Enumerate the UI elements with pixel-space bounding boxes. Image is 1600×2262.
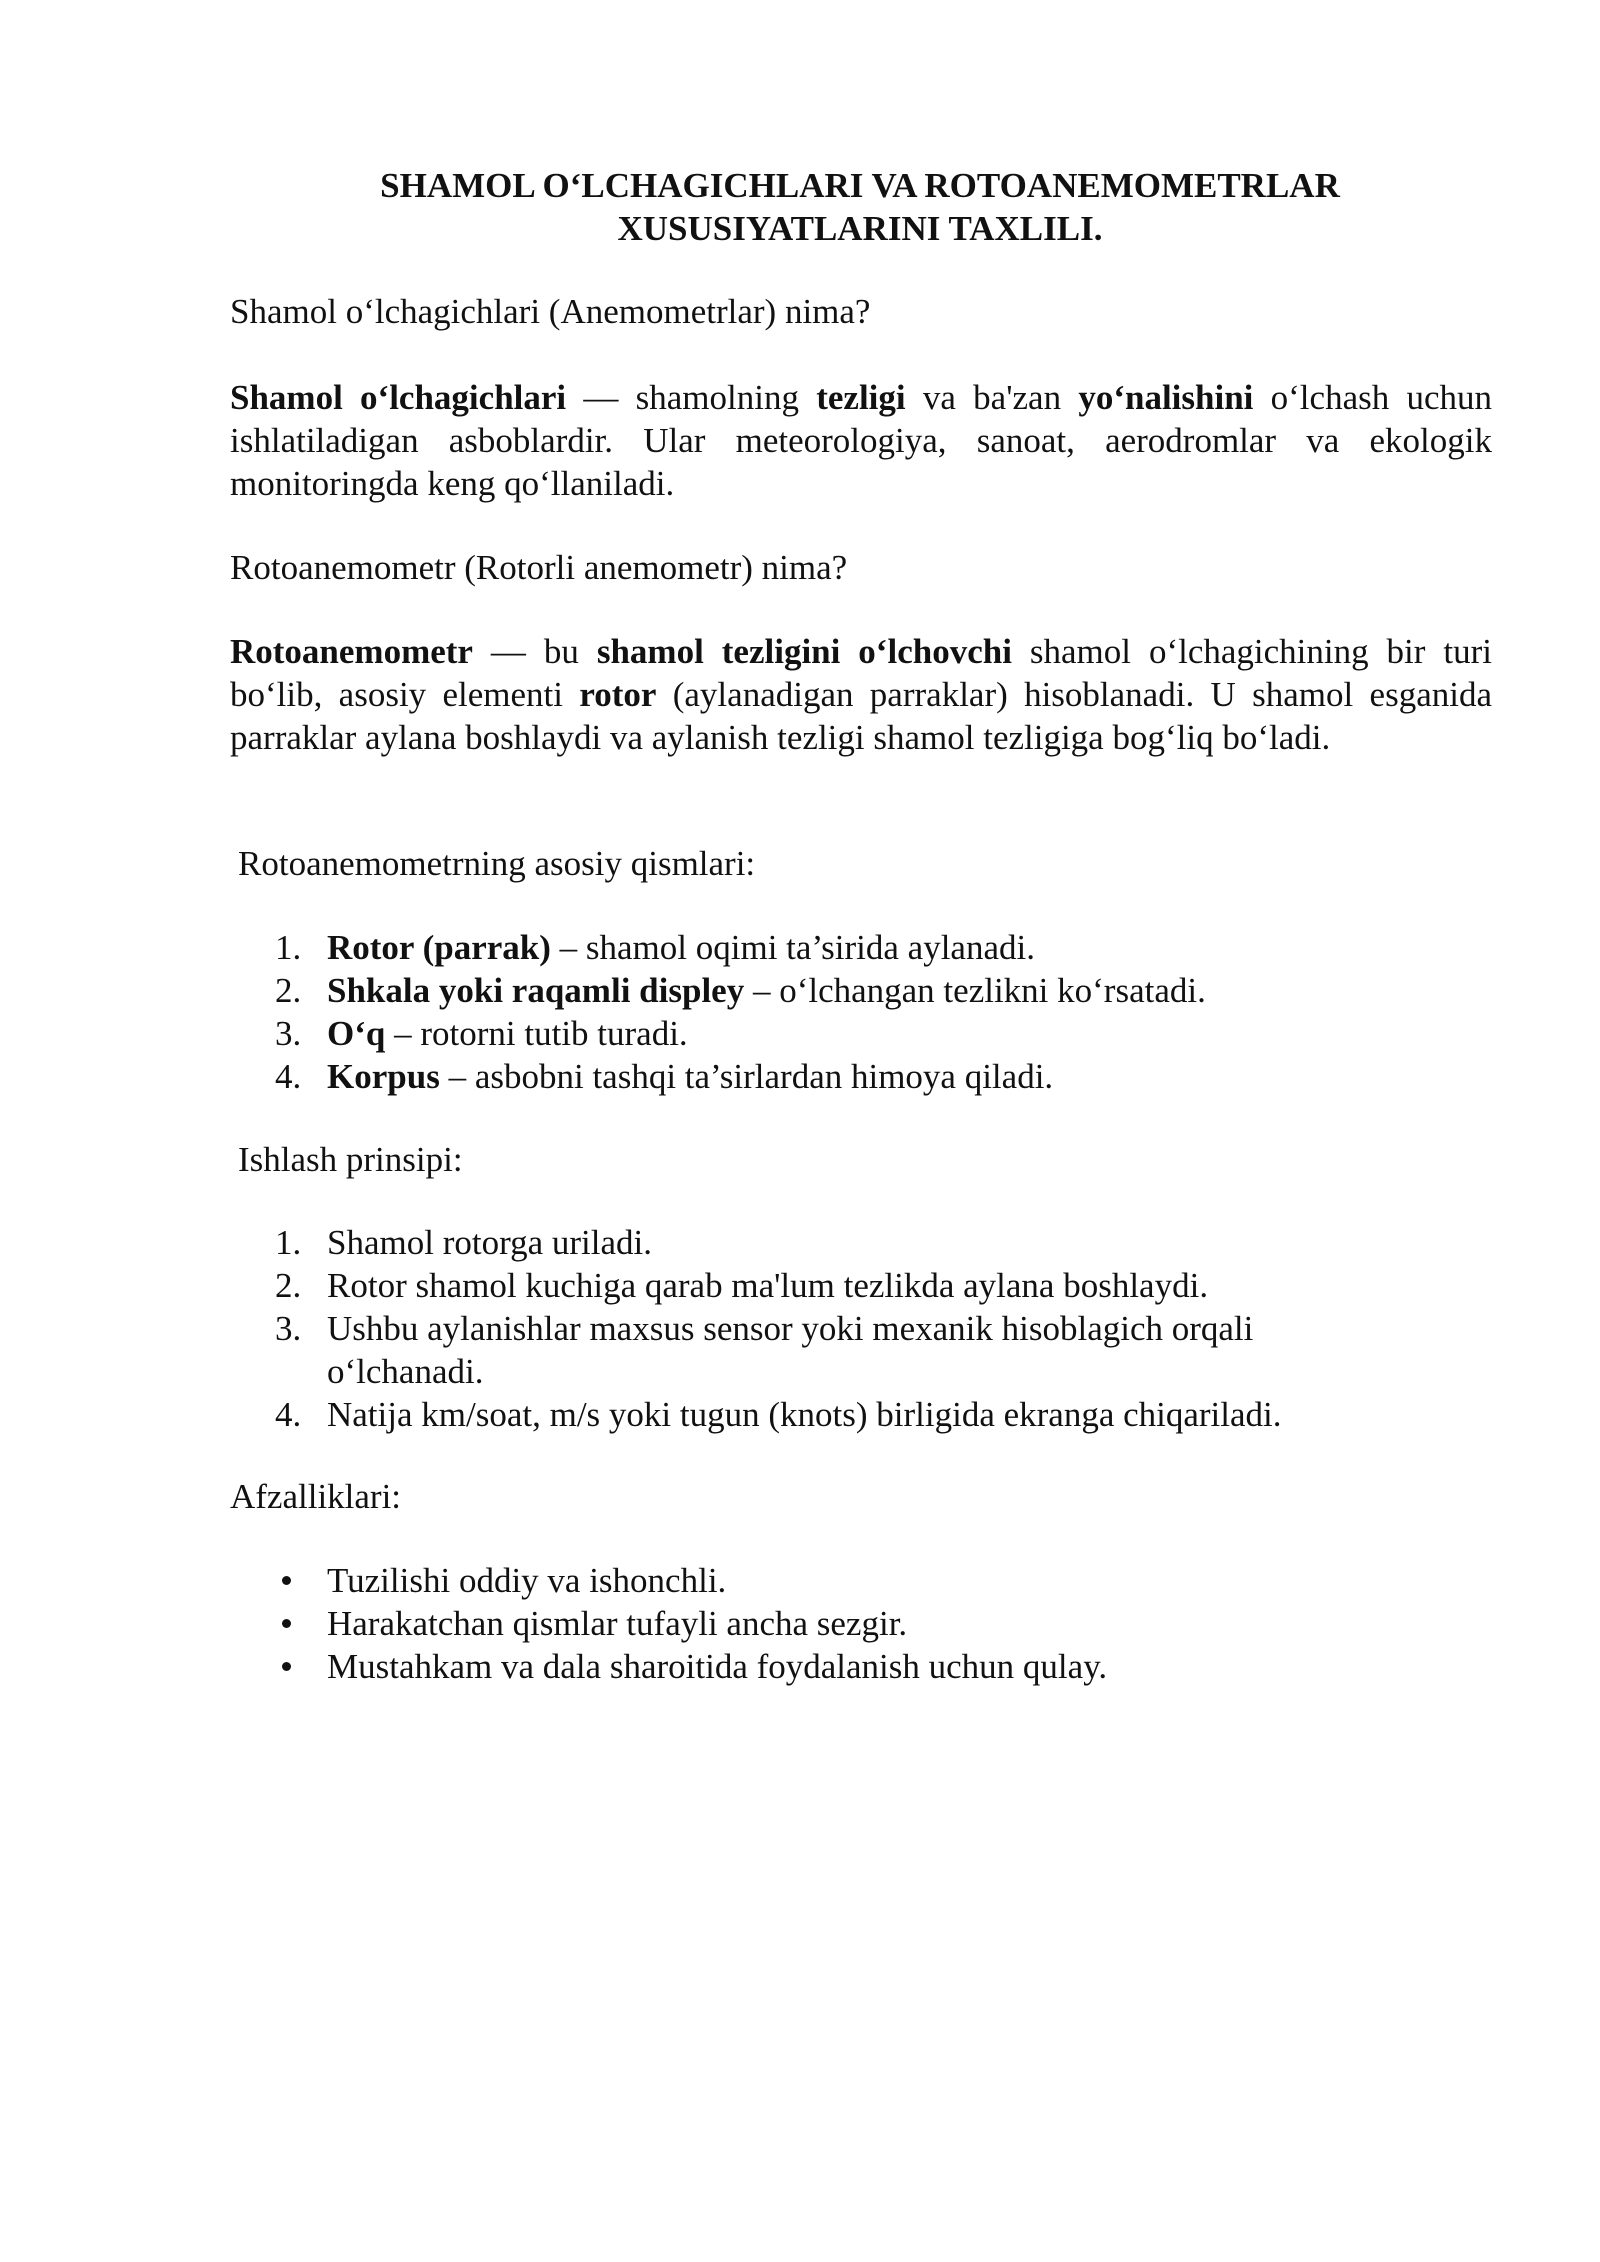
paragraph-anemometers: Shamol o‘lchagichlari — shamolning tezligi va ba'zan yo‘nalishini o‘lchash uchun ishlatiladigan asboblardir. Ular meteorologiya, sanoat, aerodromlar va ekologik monitoringda keng qo‘llaniladi. — [230, 378, 1493, 503]
document-page: SHAMOL O‘LCHAGICHLARI VA ROTOANEMOMETRLAR XUSUSIYATLARINI TAXLILI. Shamol o‘lchagichlari (Anemometrlar) nima? Shamol o‘lchagichlari — shamolning tezligi va ba'zan yo‘nalishini o‘lchash uchun ishlatiladigan asboblardir. Ular meteorologiya, sanoat, aerodromlar va ekologik monitoringda keng qo‘llaniladi. Rotoanemometr (Rotorli anemometr) nima? Rotoanemometr — bu shamol tezligini o‘lchovchi shamol o‘lchagichining bir turi bo‘lib, asosiy elementi rotor (aylanadigan parraklar) hisoblanadi. U shamol esganida parraklar aylana boshlaydi va aylanish tezligi shamol tezligiga bog‘liq bo‘ladi. Rotoanemometrning asosiy qismlari: 1. Rotor (parrak) – shamol oqimi ta’sirida aylanadi. 2. Shkala yoki raqamli displey – o‘lchangan tezlikni ko‘rsatadi. 3. O‘q – rotorni tutib turadi. 4. Korpus – asbobni tashqi ta’sirlardan himoya qiladi. Ishlash prinsipi: 1. Shamol rotorga uriladi. 2. Rotor shamol kuchiga qarab ma'lum tezlikda aylana boshlaydi. 3. Ushbu aylanishlar maxsus sensor yoki mexanik hisoblagich orqali o‘lchanadi. 4. Natija km/soat, m/s yoki tugun (knots) birligida ekranga chiqariladi. Afzalliklari: Tuzilishi oddiy va ishonchli. Harakatchan qismlar tufayli ancha sezgir. Mustahkam va dala sharoitida foydalanish uchun qulay. — [230, 166, 1493, 1686]
heading-working-principle: Ishlash prinsipi: — [238, 1140, 463, 1179]
title-line-1: SHAMOL O‘LCHAGICHLARI VA ROTOANEMOMETRLAR — [380, 166, 1340, 205]
term-rotoanemometer: Rotoanemometr — [230, 632, 473, 671]
heading-main-parts: Rotoanemometrning asosiy qismlari: — [238, 844, 756, 883]
bullet-icon — [282, 1619, 296, 1633]
question-anemometers: Shamol o‘lchagichlari (Anemometrlar) nima? — [230, 292, 871, 331]
list-item: Harakatchan qismlar tufayli ancha sezgir. — [327, 1604, 908, 1643]
bullet-icon — [282, 1662, 296, 1676]
question-rotoanemometer: Rotoanemometr (Rotorli anemometr) nima? — [230, 548, 848, 587]
list-item: Tuzilishi oddiy va ishonchli. — [327, 1561, 727, 1600]
bullet-icon — [282, 1576, 296, 1590]
list-item: Mustahkam va dala sharoitida foydalanish uchun qulay. — [327, 1647, 1108, 1686]
document-title — [230, 164, 1490, 250]
title-line-2: XUSUSIYATLARINI TAXLILI. — [617, 209, 1103, 248]
heading-advantages: Afzalliklari: — [230, 1477, 402, 1516]
paragraph-rotoanemometer: Rotoanemometr — bu shamol tezligini o‘lchovchi shamol o‘lchagichining bir turi bo‘lib, asosiy elementi rotor (aylanadigan parraklar) hisoblanadi. U shamol esganida parraklar aylana boshlaydi va aylanish tezligi shamol tezligiga bog‘liq bo‘ladi. — [230, 632, 1492, 757]
term-wind-meters: Shamol o‘lchagichlari — [230, 378, 567, 417]
